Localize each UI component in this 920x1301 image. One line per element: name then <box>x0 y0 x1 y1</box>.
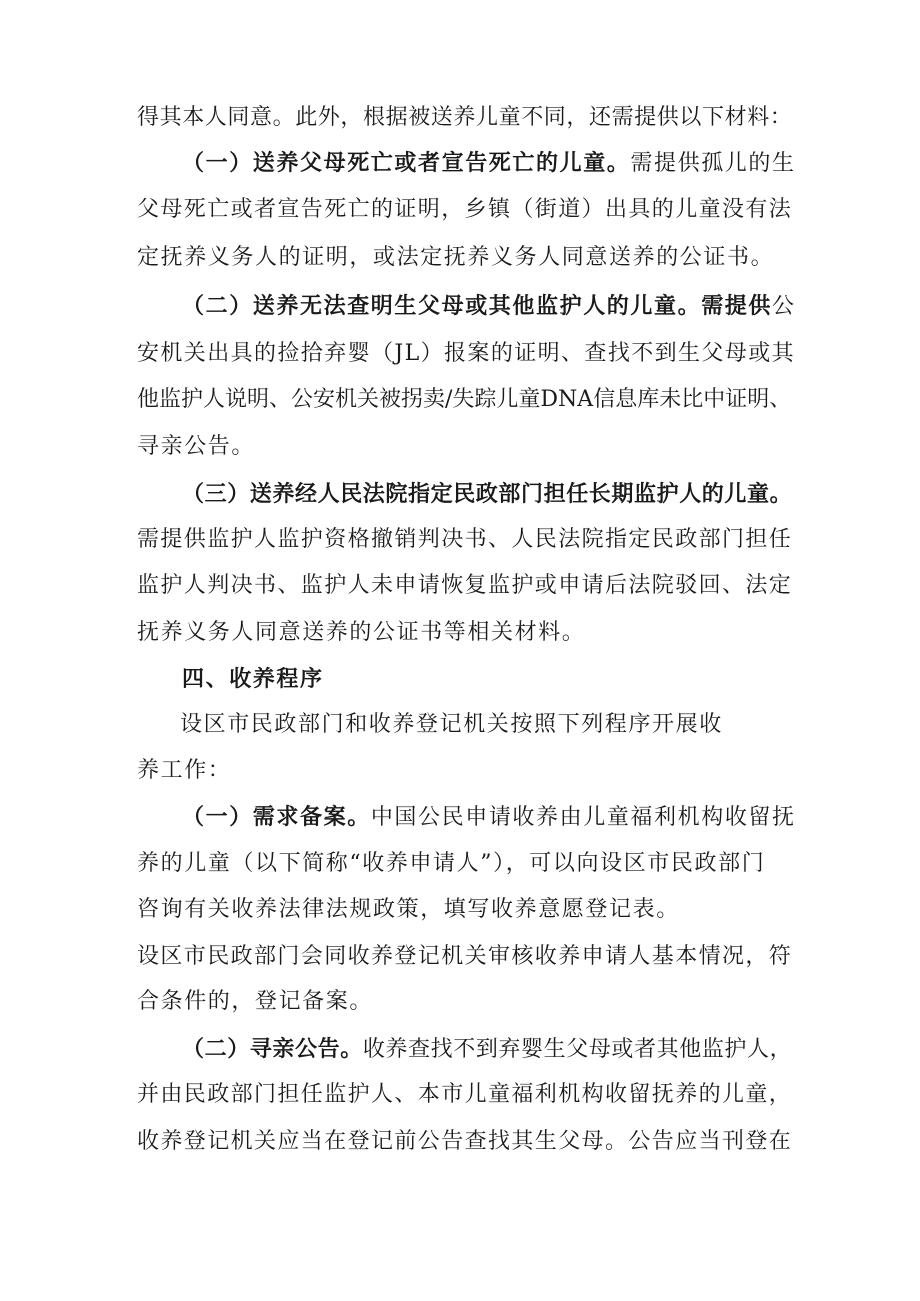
text-line <box>137 339 795 369</box>
subsection-heading: （二）送养无法查明生父母或其他监护人的儿童。需提供 <box>182 293 773 319</box>
text-line <box>137 243 774 273</box>
subsection-4-1-heading-line <box>182 802 796 833</box>
line-text: 并由民政部门担任监护人、本市儿童福利机构收留抚养的儿童， <box>137 1082 793 1107</box>
text-line <box>137 385 791 415</box>
text-line <box>137 618 585 648</box>
section-4-heading-line <box>182 664 324 695</box>
text-line <box>137 571 792 601</box>
subsection-2-heading-line <box>182 291 796 322</box>
text-line <box>137 895 680 925</box>
text-line <box>137 849 765 879</box>
line-text: 安机关出具的捡拾弃婴（JL）报案的证明、查找不到生父母或其 <box>137 341 796 366</box>
text-line <box>137 1080 792 1110</box>
text-line <box>180 710 723 740</box>
line-text: 养的儿童（以下简称“收养申请人”），可以向设区市民政部门 <box>137 851 766 876</box>
text-line <box>137 1127 792 1157</box>
line-text: 收养登记机关应当在登记前公告查找其生父母。公告应当刊登在 <box>137 1129 793 1154</box>
line-text: 他监护人说明、公安机关被拐卖/失踪儿童DNA信息库未比中证明、 <box>137 387 792 412</box>
subsection-heading: （一）需求备案。 <box>182 804 371 830</box>
subsection-heading: （一）送养父母死亡或者宣告死亡的儿童。 <box>182 150 631 176</box>
section-heading: 四、收养程序 <box>182 666 324 692</box>
line-text: 监护人判决书、监护人未申请恢复监护或申请后法院驳回、法定 <box>137 573 793 598</box>
line-text: 需提供孤儿的生 <box>630 151 796 176</box>
text-line <box>137 756 231 786</box>
text-line <box>137 987 373 1017</box>
line-text: 咨询有关收养法律法规政策，填写收养意愿登记表。 <box>137 897 680 922</box>
line-text: 设区市民政部门和收养登记机关按照下列程序开展收 <box>180 712 723 737</box>
line-text: 寻亲公告。 <box>137 434 256 459</box>
line-text: 养工作： <box>137 758 232 783</box>
text-line <box>137 195 792 225</box>
subsection-4-2-heading-line <box>182 1034 792 1065</box>
line-text: 收养查找不到弃婴生父母或者其他监护人， <box>362 1037 793 1062</box>
line-text: 父母死亡或者宣告死亡的证明，乡镇（街道）出具的儿童没有法 <box>137 197 793 222</box>
line-text: 合条件的，登记备案。 <box>137 989 374 1014</box>
line-text: 设区市民政部门会同收养登记机关审核收养申请人基本情况，符 <box>137 944 793 969</box>
text-line <box>137 432 255 462</box>
line-text: 公 <box>772 294 796 319</box>
line-text: 定抚养义务人的证明，或法定抚养义务人同意送养的公证书。 <box>137 245 775 270</box>
subsection-1-heading-line <box>182 148 796 179</box>
text-line <box>137 103 792 133</box>
text-line <box>137 525 792 555</box>
subsection-heading: （二）寻亲公告。 <box>182 1036 363 1062</box>
subsection-3-heading-line <box>182 479 792 510</box>
line-text: 中国公民申请收养由儿童福利机构收留抚 <box>370 805 796 830</box>
line-text: 需提供监护人监护资格撤销判决书、人民法院指定民政部门担任 <box>137 527 793 552</box>
subsection-heading: （三）送养经人民法院指定民政部门担任长期监护人的儿童。 <box>182 481 793 507</box>
line-text: 抚养义务人同意送养的公证书等相关材料。 <box>137 620 586 645</box>
text-line <box>137 942 792 972</box>
line-text: 得其本人同意。此外，根据被送养儿童不同，还需提供以下材料： <box>137 105 793 130</box>
